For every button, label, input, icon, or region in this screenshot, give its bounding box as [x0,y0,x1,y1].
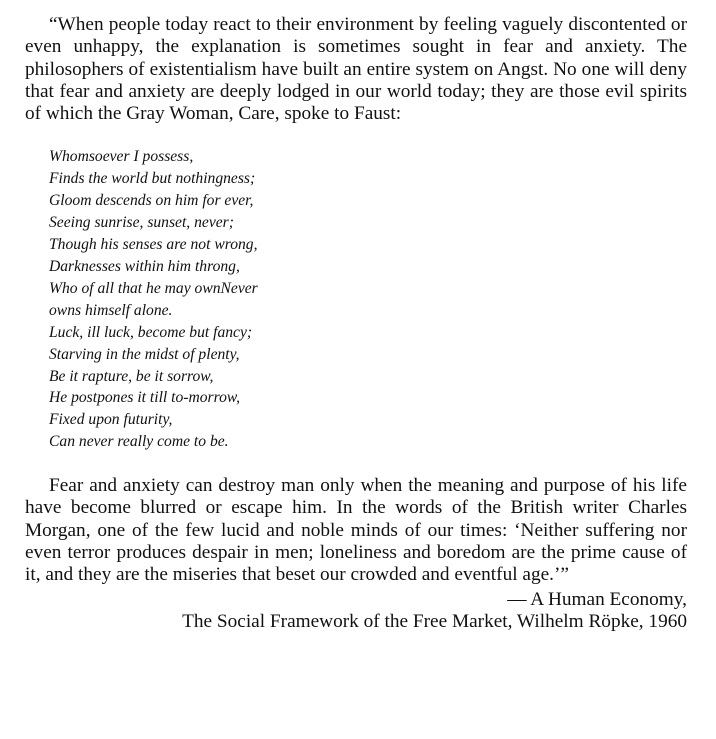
opening-paragraph: “When people today react to their environment by feeling vaguely discontented or even unhappy, the explanation is sometimes sought in fear and anxiety. The philosophers of existentialism have built an entire system on Angst. No one will deny that fear and anxiety are deeply lodged in our world today; they are those evil spirits of which the Gray Woman, Care, spoke to Faust: [25,14,687,125]
quote-document [25,14,687,633]
poem-line: Though his senses are not wrong, [49,236,258,254]
poem-line: Whomsoever I possess, [49,148,194,166]
poem-line: Darknesses within him throng, [49,258,240,276]
attribution [25,589,687,634]
attribution-source: The Social Framework of the Free Market, Wilhelm Röpke, 1960 [182,610,687,632]
poem-line: Gloom descends on him for ever, [49,192,254,210]
poem-line: Finds the world but nothingness; [49,170,256,188]
closing-paragraph: Fear and anxiety can destroy man only when the meaning and purpose of his life have become blurred or escape him. In the words of the British writer Charles Morgan, one of the few lucid and noble minds of our times: ‘Neither suffering nor even terror produces despair in men; loneliness and boredom are the prime cause of it, and they are the miseries that beset our crowded and eventful age.’” [25,475,687,586]
poem-line: Who of all that he may ownNever [49,279,258,297]
poem-line: Starving in the midst of plenty, [49,345,240,363]
poem-line: Fixed upon futurity, [49,411,173,429]
poem-line: Luck, ill luck, become but fancy; [49,323,253,341]
attribution-title: — A Human Economy, [507,588,687,610]
poem-line: Can never really come to be. [49,433,229,451]
poem-line: He postpones it till to-morrow, [49,389,241,407]
poem-line: Seeing sunrise, sunset, never; [49,214,234,232]
poem-line: owns himself alone. [49,301,173,319]
poem-line: Be it rapture, be it sorrow, [49,367,214,385]
faust-poem [49,146,687,453]
